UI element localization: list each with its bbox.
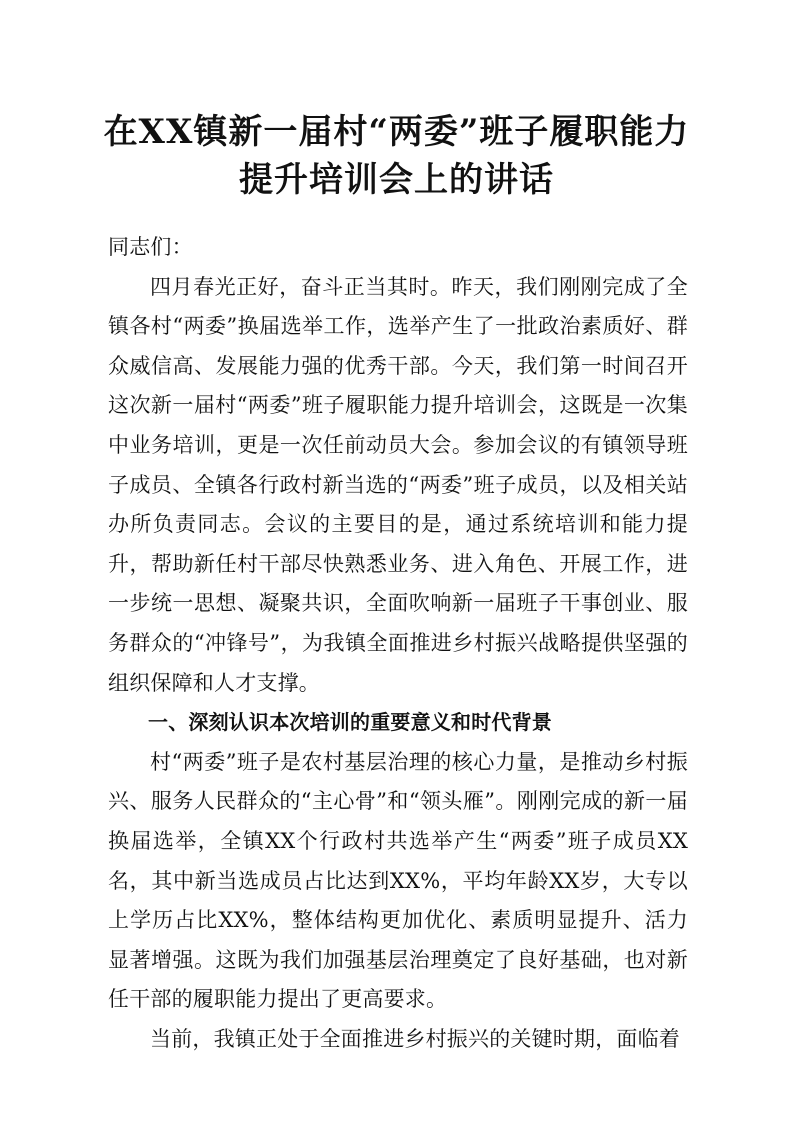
paragraph-opening: 四月春光正好，奋斗正当其时。昨天，我们刚刚完成了全镇各村“两委”换届选举工作，选举产生了一批政治素质好、群众威信高、发展能力强的优秀干部。今天，我们第一时间召开这次新一届村“两委”班子履职能力提升培训会，这既是一次集中业务培训，更是一次任前动员大会。参加会议的有镇领导班子成员、全镇各行政村新当选的“两委”班子成员，以及相关站办所负责同志。会议的主要目的是，通过系统培训和能力提升，帮助新任村干部尽快熟悉业务、进入角色、开展工作，进一步统一思想、凝聚共识，全面吹响新一届班子干事创业、服务群众的“冲锋号”，为我镇全面推进乡村振兴战略提供坚强的组织保障和人才支撑。 xyxy=(108,274,688,695)
section-heading-1: 一、深刻认识本次培训的重要意义和时代背景 xyxy=(148,710,552,735)
document-body xyxy=(108,228,688,1059)
document-title xyxy=(90,108,703,204)
paragraph-current: 当前，我镇正处于全面推进乡村振兴的关键时期，面临着 xyxy=(150,1026,680,1051)
title-line-2: 提升培训会上的讲话 xyxy=(239,160,554,200)
title-line-1: 在XX镇新一届村“两委”班子履职能力 xyxy=(103,112,690,152)
salutation: 同志们： xyxy=(108,235,193,259)
paragraph-background: 村“两委”班子是农村基层治理的核心力量，是推动乡村振兴、服务人民群众的“主心骨”和“领头雁”。刚刚完成的新一届换届选举，全镇XX个行政村共选举产生“两委”班子成员XX名，其中新当选成员占比达到XX%，平均年龄XX岁，大专以上学历占比XX%，整体结构更加优化、素质明显提升、活力显著增强。这既为我们加强基层治理奠定了良好基础，也对新任干部的履职能力提出了更高要求。 xyxy=(108,749,688,1012)
